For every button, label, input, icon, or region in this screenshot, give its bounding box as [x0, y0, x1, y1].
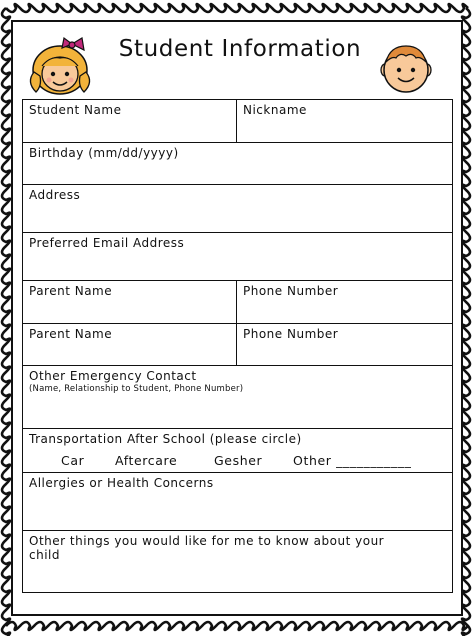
page-title: Student Information: [118, 36, 362, 62]
phone-number-label-1: Phone Number: [243, 284, 339, 298]
phone-number-field-1[interactable]: [236, 281, 452, 323]
other-notes-label-line2: child: [29, 548, 60, 562]
birthday-field[interactable]: [23, 143, 452, 185]
student-name-field[interactable]: [23, 100, 236, 142]
parent-name-label-2: Parent Name: [29, 327, 113, 341]
emergency-contact-note: (Name, Relationship to Student, Phone Number): [29, 384, 244, 394]
address-field[interactable]: [23, 185, 452, 233]
parent-name-field-2[interactable]: [23, 324, 236, 365]
email-field[interactable]: [23, 233, 452, 281]
nickname-label: Nickname: [243, 103, 307, 117]
allergies-label: Allergies or Health Concerns: [29, 476, 214, 490]
phone-number-label-2: Phone Number: [243, 327, 339, 341]
girl-face-icon: [22, 36, 100, 96]
student-info-form: [22, 99, 453, 593]
row-parent-2: [23, 324, 452, 366]
option-car[interactable]: Car: [61, 453, 85, 468]
birthday-label: Birthday (mm/dd/yyyy): [29, 146, 179, 160]
transportation-label: Transportation After School (please circle): [29, 432, 302, 446]
option-gesher[interactable]: Gesher: [214, 453, 263, 468]
parent-name-label-1: Parent Name: [29, 284, 113, 298]
transportation-field: [23, 429, 452, 473]
email-label: Preferred Email Address: [29, 236, 185, 250]
option-aftercare[interactable]: Aftercare: [115, 453, 178, 468]
allergies-field[interactable]: [23, 473, 452, 531]
option-other[interactable]: Other ___________: [293, 453, 412, 468]
address-label: Address: [29, 188, 81, 202]
phone-number-field-2[interactable]: [236, 324, 452, 365]
nickname-field[interactable]: [236, 100, 452, 142]
row-name: [23, 100, 452, 143]
boy-face-icon: [378, 40, 434, 96]
emergency-contact-field[interactable]: [23, 366, 452, 429]
row-parent-1: [23, 281, 452, 324]
other-notes-field[interactable]: [23, 531, 452, 591]
parent-name-field-1[interactable]: [23, 281, 236, 323]
other-notes-label-line1: Other things you would like for me to know about your: [29, 534, 385, 548]
student-name-label: Student Name: [29, 103, 122, 117]
emergency-contact-label: Other Emergency Contact: [29, 369, 197, 383]
